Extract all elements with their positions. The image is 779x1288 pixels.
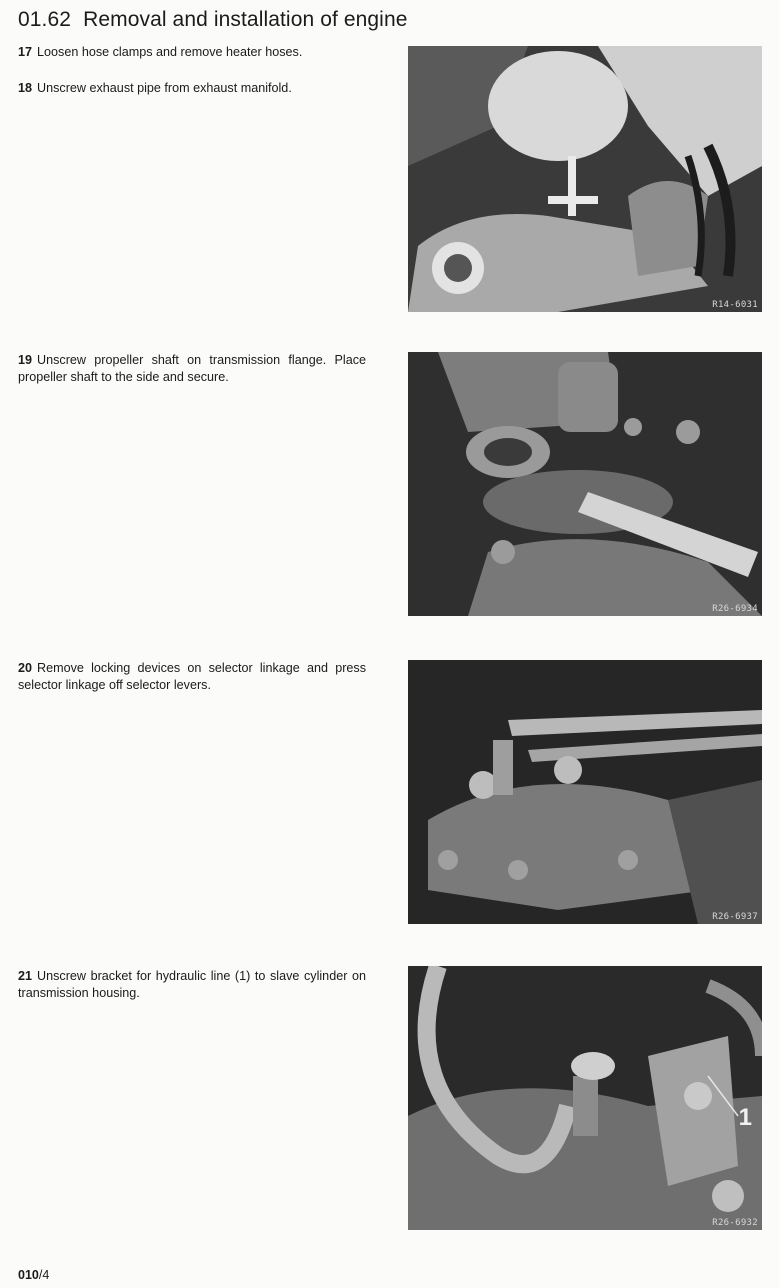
figure-code: R26-6937: [712, 912, 758, 922]
step-number: 17: [18, 45, 33, 59]
step-number: 21: [18, 969, 33, 983]
page-number-rest: /4: [38, 1268, 50, 1282]
page-number-bold: 010: [18, 1268, 39, 1282]
callout-label: 1: [738, 1104, 752, 1131]
figure-code: R14-6031: [712, 300, 758, 310]
selector-linkage-photo: [408, 660, 762, 924]
step-19: [18, 352, 366, 386]
propeller-shaft-photo: [408, 352, 762, 616]
figure-selector-linkage: [408, 660, 762, 924]
figure-hydraulic-line-bracket: [408, 966, 762, 1230]
step-text: Unscrew propeller shaft on transmission flange. Place propeller shaft to the side and secure.: [18, 353, 366, 384]
section-title: Removal and installation of engine: [83, 8, 408, 31]
figure-code: R26-6932: [712, 1218, 758, 1228]
figure-code: R26-6934: [712, 604, 758, 614]
step-text: Remove locking devices on selector linkage and press selector linkage off selector levers.: [18, 661, 366, 692]
step-20: [18, 660, 366, 694]
step-21: [18, 968, 366, 1002]
figure-exhaust-manifold: [408, 46, 762, 312]
step-number: 19: [18, 353, 33, 367]
step-number: 20: [18, 661, 33, 675]
figure-propeller-shaft: [408, 352, 762, 616]
step-text: Unscrew bracket for hydraulic line (1) to slave cylinder on transmission housing.: [18, 969, 366, 1000]
section-number: 01.62: [18, 8, 72, 31]
step-number: 18: [18, 81, 33, 95]
hydraulic-line-photo: [408, 966, 762, 1230]
page-number: [18, 1268, 49, 1282]
exhaust-manifold-photo: [408, 46, 762, 312]
step-18: [18, 80, 366, 97]
step-17: [18, 44, 366, 61]
step-text: Loosen hose clamps and remove heater hoses.: [37, 45, 303, 59]
page-title: [18, 8, 408, 32]
step-text: Unscrew exhaust pipe from exhaust manifold.: [37, 81, 292, 95]
